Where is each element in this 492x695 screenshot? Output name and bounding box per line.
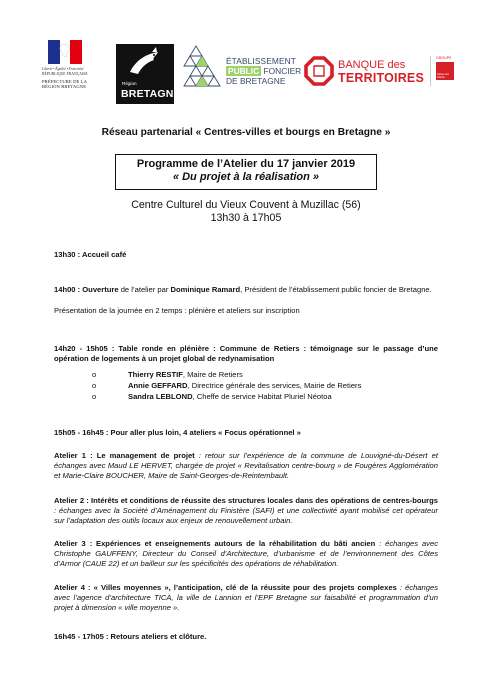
opening-time: 14h00 : Ouverture [54, 285, 119, 294]
program-box [115, 154, 377, 190]
workshop-text: : échanges avec la Société d’Aménagement du Finistère (SAFI) et une collectivité ayant mobilisé cet opérateur sur l’adaptation des outils locaux aux enjeux de renouvellement urbain. [54, 506, 438, 526]
marianne-flag-icon [48, 40, 82, 64]
region-bretagne-logo [116, 44, 181, 104]
bdt-line-1: BANQUE des [338, 59, 406, 71]
workshop-3 [54, 539, 438, 570]
region-name: BRETAGNE [121, 88, 181, 100]
opening-text-2: , Président de l’établissement public foncier de Bretagne. [240, 285, 432, 294]
panel-role: , Maire de Retiers [182, 370, 243, 379]
banque-des-territoires-logo [304, 56, 459, 118]
partner-logos [42, 40, 462, 102]
agenda-opening [54, 285, 438, 295]
logo-divider [430, 56, 431, 86]
workshop-title: Atelier 2 : Intérêts et conditions de réussite des structures locales dans des opérations de centres-bourgs [54, 496, 438, 505]
prefecture-line-1: PRÉFECTURE DE LA [42, 79, 87, 85]
epf-line-2-highlight: PUBLIC [228, 66, 260, 76]
agenda-round-table: 14h20 - 15h05 : Table ronde en plénière : Commune de Retiers : témoignage sur le passage d’une opération de logements à un projet global de redynamisation [54, 344, 438, 364]
agenda-welcome: 13h30 : Accueil café [54, 250, 127, 259]
panel-item [92, 370, 243, 380]
panel-role: , Cheffe de service Habitat Pluriel Néotoa [192, 392, 332, 401]
workshop-2 [54, 496, 438, 527]
workshop-title: Atelier 4 : « Villes moyennes », l’anticipation, clé de la réussite pour des projets complexes [54, 583, 397, 592]
panel-item [92, 392, 332, 402]
prefecture-line-2: RÉGION BRETAGNE [42, 84, 87, 90]
panel-name: Sandra LEBLOND [128, 392, 193, 401]
epf-line-1: ÉTABLISSEMENT [226, 56, 297, 66]
republic-name: RÉPUBLIQUE FRANÇAISE [42, 72, 88, 76]
workshop-title: Atelier 3 : Expériences et enseignements autours de la réhabilitation du bâti ancien [54, 539, 376, 548]
workshop-1 [54, 451, 438, 482]
event-hours: 13h30 à 17h05 [210, 212, 282, 224]
network-title: Réseau partenarial « Centres-villes et bourgs en Bretagne » [101, 127, 391, 138]
agenda-closing: 16h45 - 17h05 : Retours ateliers et clôture. [54, 632, 207, 641]
epf-line-2-rest: FONCIER [261, 66, 302, 76]
prefecture-logo [42, 40, 94, 102]
opening-speaker: Dominique Ramard [170, 285, 241, 294]
ermine-icon [116, 44, 174, 80]
region-label: Région [122, 81, 137, 86]
republic-motto: Liberté • Égalité • Fraternité [42, 67, 84, 71]
workshop-title: Atelier 1 : Le management de projet [54, 451, 195, 460]
workshop-text: : retour sur l’expérience de la commune de Louvigné-du-Désert et échanges avec Maud LE HERVET, chargée de projet « Revitalisation centre-bourg » de Fougères Agglomération et Marie-Claire BOUCHER, Maire de Saint-Georges-de-Reintembault. [54, 451, 438, 481]
epf-line-3: DE BRETAGNE [226, 76, 286, 86]
panel-role: , Directrice générale des services, Mairie de Retiers [187, 381, 362, 390]
panel-item [92, 381, 361, 391]
bdt-line-2: TERRITOIRES [338, 71, 425, 85]
workshop-text: : échanges avec l’agence d’architecture TICA, la ville de Lannion et l’EPF Bretagne sur faisabilité et programmation d’un projet à dimension « ville moyenne ». [54, 583, 439, 613]
bdt-octagon-icon [304, 56, 334, 86]
workshops-title: 15h05 - 16h45 : Pour aller plus loin, 4 ateliers « Focus opérationnel » [54, 428, 301, 437]
epf-line-2 [226, 66, 301, 76]
panel-bullet: o [92, 370, 97, 379]
cdc-box [436, 62, 454, 80]
opening-line-2: Présentation de la journée en 2 temps : plénière et ateliers sur inscription [54, 306, 300, 315]
program-title: Programme de l’Atelier du 17 janvier 2019 [136, 158, 356, 170]
panel-bullet: o [92, 392, 97, 401]
opening-text-1: de l’atelier par [118, 285, 171, 294]
cdc-group-label: GROUPE [436, 56, 452, 60]
panel-name: Thierry RESTIF [128, 370, 183, 379]
panel-bullet: o [92, 381, 97, 390]
program-subtitle: « Du projet à la réalisation » [172, 171, 320, 183]
cdc-box-label: Caisse des Dépôts [437, 73, 449, 79]
workshop-4 [54, 583, 438, 614]
epf-bretagne-logo [182, 42, 302, 104]
venue: Centre Culturel du Vieux Couvent à Muzillac (56) [131, 199, 361, 211]
workshop-text: : échanges avec Christophe GAUFFENY, Directeur du Conseil d’Architecture, d’urbanisme et de l’environnement des Côtes d’Armor (CAUE 22) et un bailleur sur les spécificités des opérations de réhabilitation. [54, 539, 438, 569]
panel-name: Annie GEFFARD [128, 381, 188, 390]
caisse-des-depots-logo [436, 56, 458, 86]
epf-triangles-icon [182, 42, 222, 102]
